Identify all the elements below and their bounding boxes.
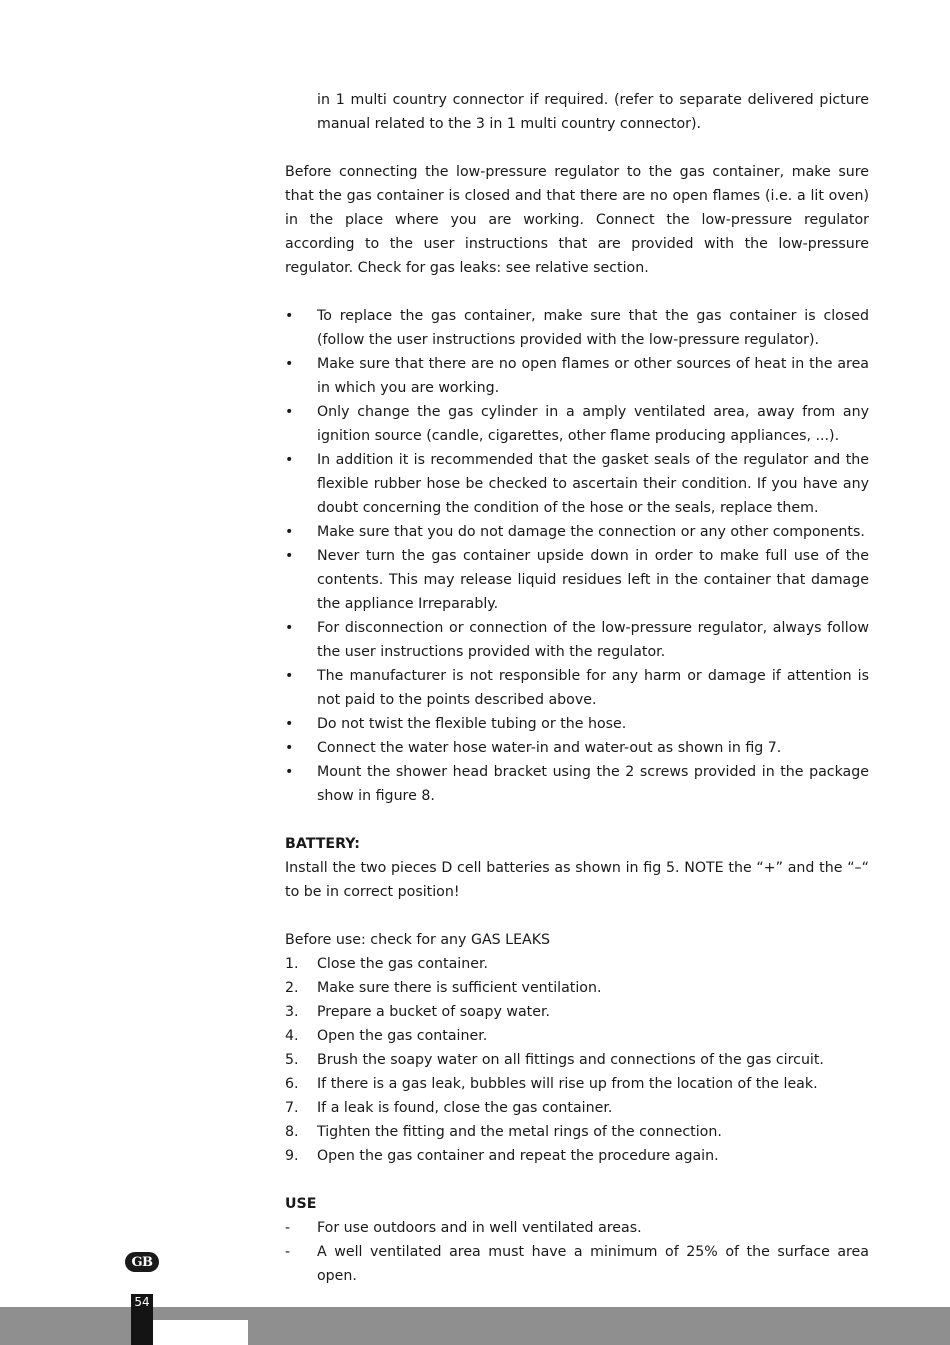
bullet-text: Connect the water hose water-in and water-out as shown in fig 7. [317,740,782,756]
bullet-text: Make sure that you do not damage the connection or any other components. [317,524,865,540]
step-text: Open the gas container and repeat the procedure again. [317,1148,719,1164]
footer-white-box [153,1320,248,1345]
step-number: 9. [285,1148,299,1164]
step-number: 4. [285,1028,299,1044]
bullet-item [285,520,869,544]
bullet-item [285,616,869,664]
bullet-marker: • [285,668,294,684]
bullet-marker: • [285,548,294,564]
step-number: 8. [285,1124,299,1140]
bullet-item [285,736,869,760]
bullet-item [285,352,869,400]
page-number: 54 [131,1294,153,1345]
spacer [285,280,869,304]
step-item [285,1000,869,1024]
bullet-text: Do not twist the flexible tubing or the hose. [317,716,627,732]
step-number: 3. [285,1004,299,1020]
leak-check-steps [285,952,869,1168]
bullet-marker: • [285,716,294,732]
use-list [285,1216,869,1288]
bullet-text: For disconnection or connection of the low-pressure regulator, always follow the user instructions provided with the regulator. [317,620,869,660]
spacer [285,1168,869,1192]
step-text: Prepare a bucket of soapy water. [317,1004,551,1020]
leak-check-intro: Before use: check for any GAS LEAKS [285,932,551,948]
bullet-item [285,664,869,712]
step-item [285,1120,869,1144]
safety-bullet-list [285,304,869,808]
bullet-text: The manufacturer is not responsible for any harm or damage if attention is not paid to the points described above. [317,668,869,708]
step-text: Tighten the fitting and the metal rings of the connection. [317,1124,722,1140]
use-heading: USE [285,1196,317,1212]
bullet-text: Only change the gas cylinder in a amply ventilated area, away from any ignition source (candle, cigarettes, other flame producing appliances, ...). [317,404,869,444]
step-number: 2. [285,980,299,996]
bullet-text: Never turn the gas container upside down in order to make full use of the contents. This may release liquid residues left in the container that damage the appliance Irreparably. [317,548,869,612]
bullet-marker: • [285,764,294,780]
use-item [285,1240,869,1288]
bullet-marker: • [285,620,294,636]
step-item [285,1144,869,1168]
use-item [285,1216,869,1240]
bullet-marker: • [285,452,294,468]
bullet-text: Mount the shower head bracket using the 2 screws provided in the package show in figure 8. [317,764,869,804]
spacer [285,904,869,928]
spacer [285,136,869,160]
bullet-item [285,400,869,448]
language-badge: GB [125,1252,159,1272]
bullet-item [285,448,869,520]
step-item [285,1048,869,1072]
bullet-marker: • [285,404,294,420]
step-text: Open the gas container. [317,1028,488,1044]
manual-page-content [285,88,869,1288]
bullet-marker: • [285,356,294,372]
bullet-text: Make sure that there are no open flames or other sources of heat in the area in which you are working. [317,356,869,396]
spacer [285,808,869,832]
step-text: If a leak is found, close the gas container. [317,1100,613,1116]
intro-paragraph: Before connecting the low-pressure regulator to the gas container, make sure that the gas container is closed and that there are no open flames (i.e. a lit oven) in the place where you are working. Connect the low-pressure regulator according to the user instructions that are provided with the low-pressure regulator. Check for gas leaks: see relative section. [285,164,869,276]
bullet-item [285,304,869,352]
bullet-text: To replace the gas container, make sure that the gas container is closed (follow the user instructions provided with the low-pressure regulator). [317,308,869,348]
step-item [285,1072,869,1096]
bullet-marker: • [285,740,294,756]
step-number: 7. [285,1100,299,1116]
use-text: A well ventilated area must have a minimum of 25% of the surface area open. [317,1244,869,1284]
use-text: For use outdoors and in well ventilated areas. [317,1220,642,1236]
dash-marker: - [285,1244,291,1260]
step-number: 1. [285,956,299,972]
battery-text: Install the two pieces D cell batteries as shown in fig 5. NOTE the “+” and the “–“ to be in correct position! [285,860,869,900]
step-number: 5. [285,1052,299,1068]
step-item [285,1096,869,1120]
step-item [285,1024,869,1048]
step-text: Close the gas container. [317,956,488,972]
bullet-marker: • [285,524,294,540]
step-number: 6. [285,1076,299,1092]
bullet-marker: • [285,308,294,324]
step-item [285,952,869,976]
step-text: Make sure there is sufficient ventilation. [317,980,602,996]
dash-marker: - [285,1220,291,1236]
step-item [285,976,869,1000]
bullet-item [285,712,869,736]
bullet-item [285,760,869,808]
bullet-item [285,544,869,616]
battery-heading: BATTERY: [285,836,360,852]
bullet-text: In addition it is recommended that the gasket seals of the regulator and the flexible rubber hose be checked to ascertain their condition. If you have any doubt concerning the condition of the hose or the seals, replace them. [317,452,869,516]
step-text: Brush the soapy water on all fittings and connections of the gas circuit. [317,1052,824,1068]
step-text: If there is a gas leak, bubbles will rise up from the location of the leak. [317,1076,818,1092]
intro-continuation: in 1 multi country connector if required. (refer to separate delivered picture manual related to the 3 in 1 multi country connector). [317,92,869,132]
